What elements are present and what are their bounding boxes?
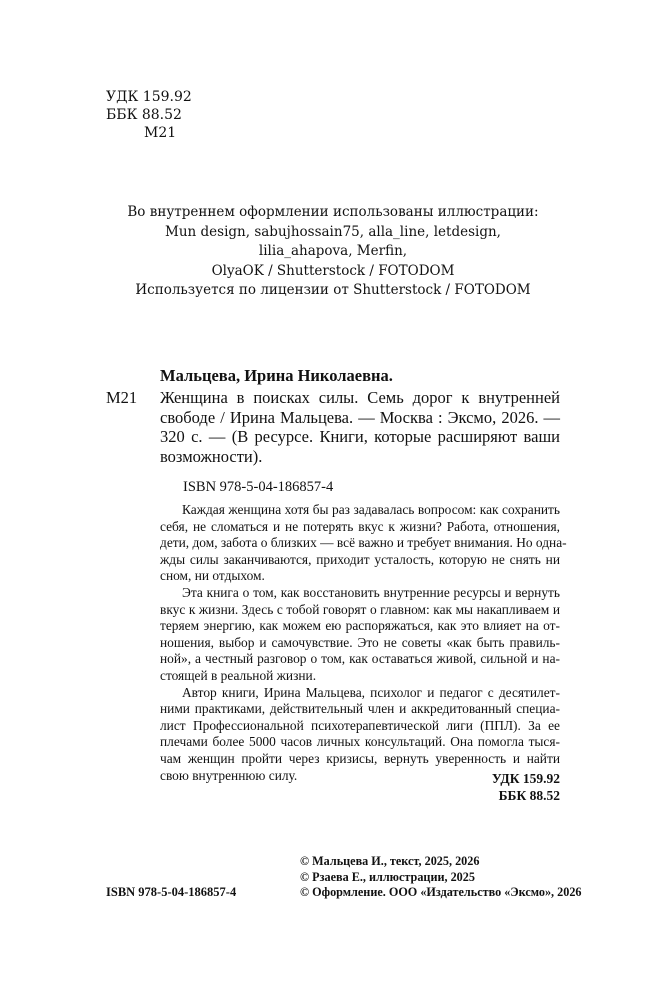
illustrations-line: OlyaOK / Shutterstock / FOTODOM (211, 262, 455, 279)
annotation-line: ношения, выбор и самочувствие. Это не советы «как быть правиль- (160, 634, 560, 650)
footer-classification (160, 767, 560, 804)
bibliography-line: свободе / Ирина Мальцева. — Москва : Эксмо, 2026. — (160, 407, 560, 427)
classification-block (106, 88, 192, 142)
bibliography-line: 320 с. — (В ресурсе. Книги, которые расширяют ваши (160, 427, 560, 446)
copyright-line: © Рзаева Е., иллюстрации, 2025 (300, 869, 475, 884)
annotation-line: себя, не сломаться и не потерять вкус к жизни? Работа, отношения, (160, 518, 560, 534)
annotation-line: плечами более 5000 часов личных консультаций. Она помогла тыся- (160, 734, 560, 750)
annotation-line: вкус к жизни. Здесь с тобой говорят о главном: как мы накапливаем и (160, 601, 560, 617)
annotation-line: стоящей в реальной жизни. (160, 667, 317, 683)
annotation-line: лист Профессиональной психотерапевтической лиги (ППЛ). За ее (160, 717, 560, 733)
footer-udk-code: УДК 159.92 (491, 771, 560, 786)
annotation-line: свою внутреннюю силу. (160, 767, 298, 783)
illustrations-credit (120, 203, 546, 301)
annotation-line: сном, ни отдыхом. (160, 568, 265, 584)
bibliography-isbn: ISBN 978-5-04-186857-4 (183, 479, 334, 495)
illustrations-line: Mun design, sabujhossain75, alla_line, letdesign, lilia_ahapova, Merfin, (165, 223, 501, 259)
bbk-code: ББК 88.52 (106, 107, 182, 123)
bibliography-author: Мальцева, Ирина Николаевна. (160, 366, 393, 385)
bibliography-line: Женщина в поисках силы. Семь дорог к внутренней (160, 388, 560, 407)
bibliography-line: возможности). (160, 446, 263, 466)
annotation-line: Автор книги, Ирина Мальцева, психолог и педагог с десятилет- (182, 684, 560, 700)
bibliography-code: М21 (106, 388, 138, 407)
udk-code: УДК 159.92 (106, 89, 192, 105)
annotation-line: дети, дом, забота о близких — всё важно и требует внимания. Но одна- (160, 535, 567, 551)
copyright-line: © Мальцева И., текст, 2025, 2026 (300, 854, 480, 868)
annotation-line: теряем энергию, как можем ею распоряжаться, как это влияет на от- (160, 618, 560, 634)
annotation-line: ними практиками, действительный член и аккредитованный специа- (160, 701, 560, 717)
annotation-line: Каждая женщина хотя бы раз задавалась вопросом: как сохранить (182, 502, 560, 517)
annotation-line: ной», а честный разговор о том, как оставаться живой, сильной и на- (160, 651, 560, 667)
annotation-line: чам женщин пройти через кризисы, вернуть уверенность и найти (160, 750, 560, 766)
isbn-bottom: ISBN 978-5-04-186857-4 (106, 885, 237, 899)
footer-bbk-code: ББК 88.52 (498, 788, 560, 803)
annotation (160, 502, 567, 784)
copyright-line: © Оформление. ООО «Издательство «Эксмо», 2026 (300, 885, 582, 899)
bibliography-description (160, 388, 560, 466)
author-mark: М21 (144, 125, 177, 141)
copyright-block (300, 854, 582, 901)
illustrations-line: Во внутреннем оформлении использованы иллюстрации: (127, 204, 539, 220)
annotation-line: жды силы заканчиваются, приходит усталость, которую не снять ни (160, 551, 560, 567)
annotation-line: Эта книга о том, как восстановить внутренние ресурсы и вернуть (182, 584, 560, 600)
illustrations-line: Используется по лицензии от Shutterstock / FOTODOM (135, 282, 531, 298)
